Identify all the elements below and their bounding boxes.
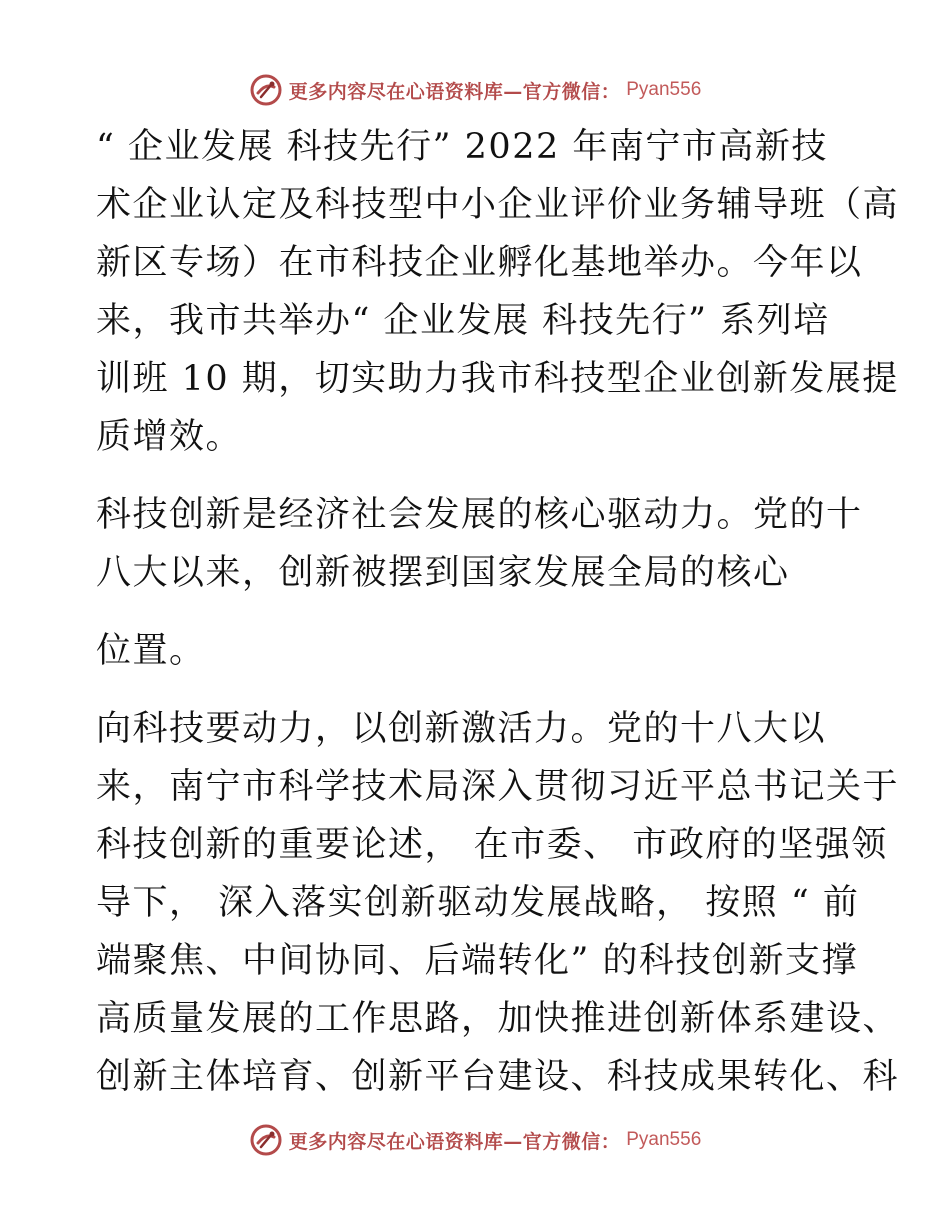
book-pen-logo-icon <box>249 1123 283 1157</box>
text-line: 来，南宁市科学技术局深入贯彻习近平总书记关于 <box>96 767 900 807</box>
footer-watermark <box>0 1120 950 1160</box>
paragraph-4 <box>96 700 900 1106</box>
paragraph-3 <box>96 622 856 680</box>
text-line: 术企业认定及科技型中小企业评价业务辅导班（高 <box>96 185 900 225</box>
watermark-text: 更多内容尽在心语资料库—官方微信： <box>288 80 621 103</box>
text-line: 训班 10 期，切实助力我市科技型企业创新发展提 <box>96 359 899 399</box>
text-line: 新区专场）在市科技企业孵化基地举办。今年以 <box>96 243 863 283</box>
text-line: 向科技要动力，以创新激活力。党的十八大以 <box>96 709 827 749</box>
text-line: 位置。 <box>96 631 206 671</box>
document-body <box>96 118 900 1106</box>
text-line: 科技创新是经济社会发展的核心驱动力。党的十 <box>96 495 863 535</box>
watermark-wechat-id: Pyan556 <box>626 79 702 100</box>
book-pen-logo-icon <box>249 73 283 107</box>
text-line: 来，我市共举办“ 企业发展 科技先行” 系列培 <box>96 301 830 341</box>
paragraph-2 <box>96 486 863 602</box>
text-line: 科技创新的重要论述， 在市委、 市政府的坚强领 <box>96 825 888 865</box>
paragraph-1 <box>96 118 900 466</box>
text-line: 导下， 深入落实创新驱动发展战略， 按照 “ 前 <box>96 883 860 923</box>
watermark-wechat-id: Pyan556 <box>626 1129 702 1150</box>
watermark-text: 更多内容尽在心语资料库—官方微信： <box>288 1130 621 1153</box>
text-line: 质增效。 <box>96 417 243 457</box>
text-line: 端聚焦、中间协同、后端转化” 的科技创新支撑 <box>96 941 859 981</box>
text-line: 八大以来，创新被摆到国家发展全局的核心 <box>96 553 790 593</box>
text-line: 创新主体培育、创新平台建设、科技成果转化、科 <box>96 1057 900 1097</box>
header-watermark <box>0 70 950 110</box>
text-line: “ 企业发展 科技先行” 2022 年南宁市高新技 <box>96 127 828 167</box>
text-line: 高质量发展的工作思路，加快推进创新体系建设、 <box>96 999 900 1039</box>
